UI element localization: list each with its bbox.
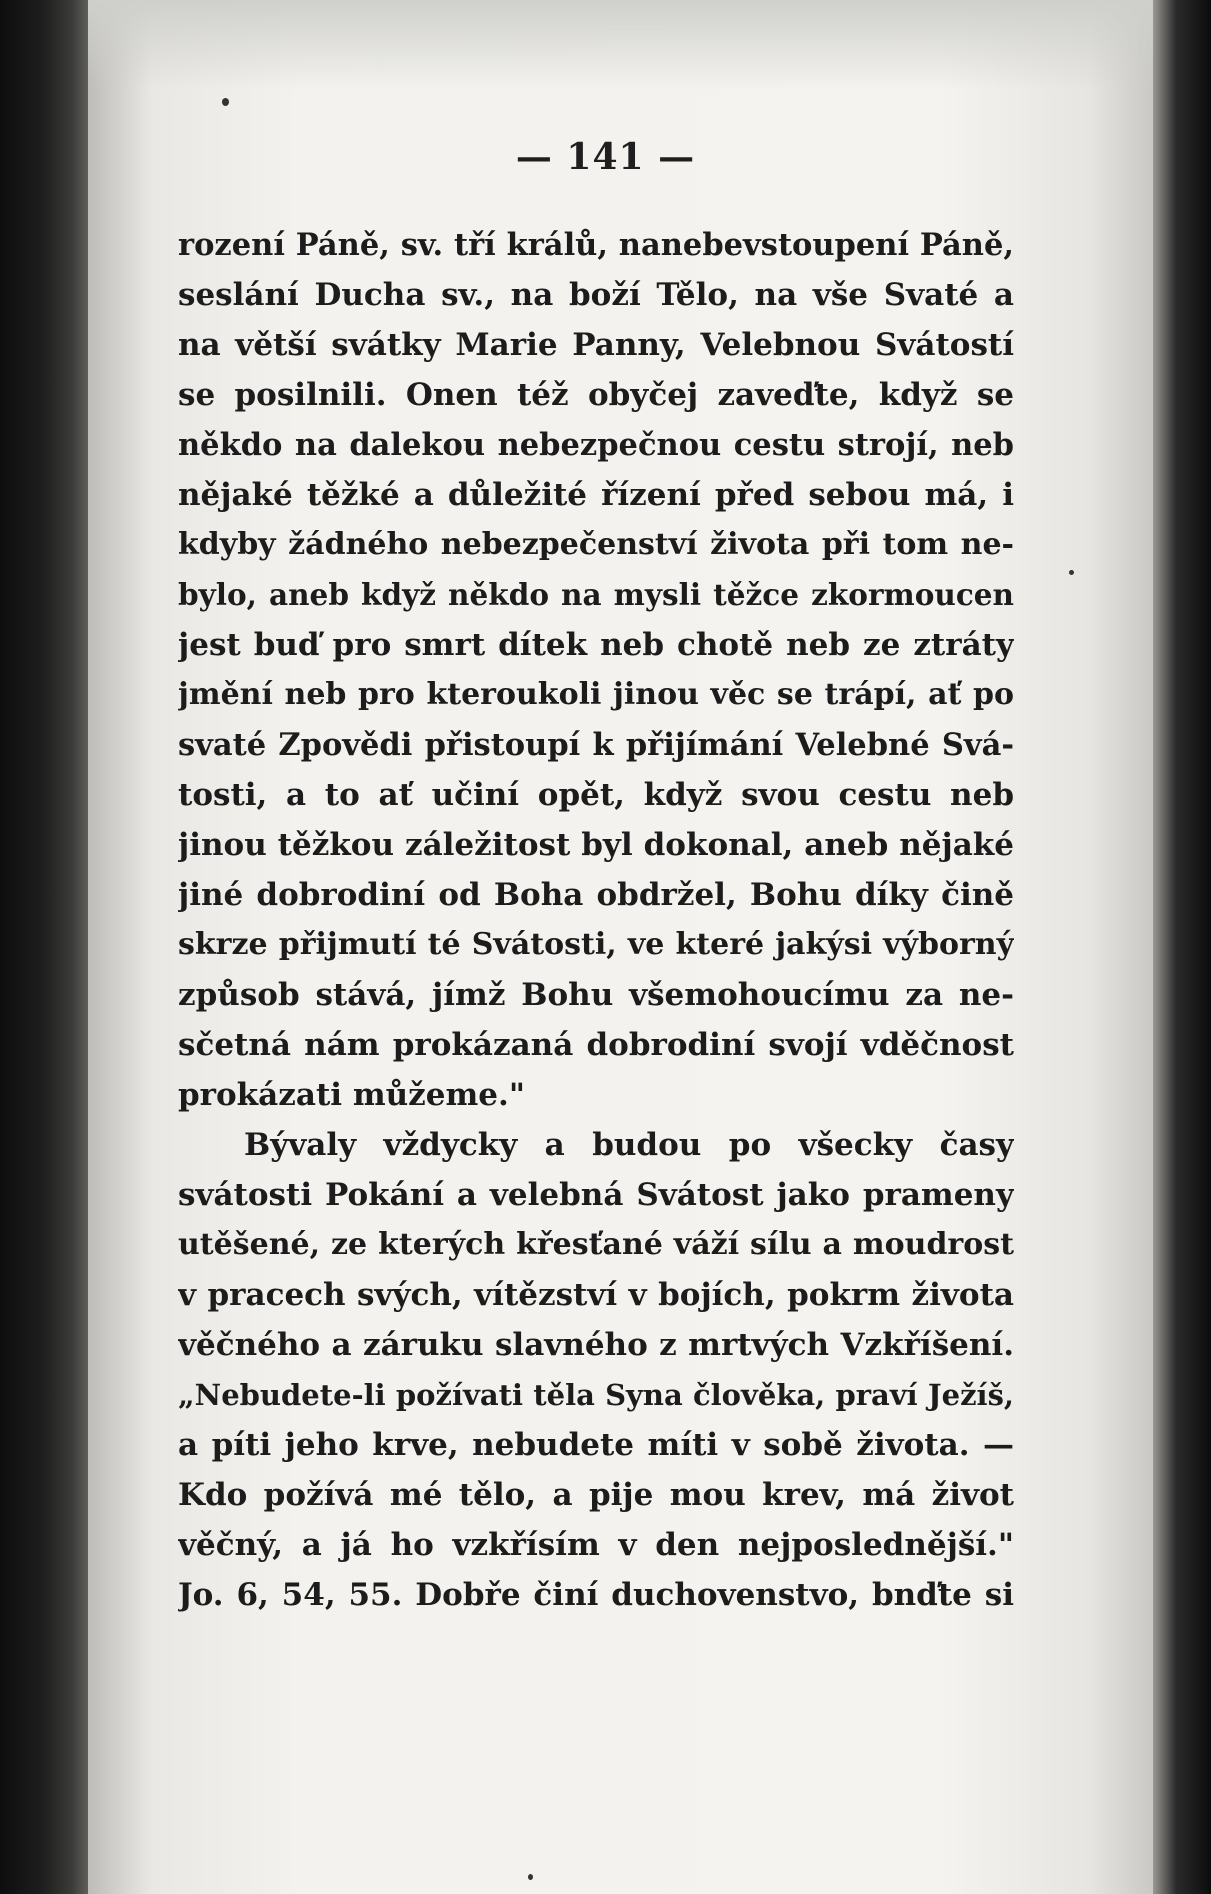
text-line: na větší svátky Marie Panny, Velebnou Svátostí — [178, 327, 1014, 363]
text-line: sčetná nám prokázaná dobrodiní svojí vděčnost — [178, 1027, 1014, 1063]
text-line: nějaké těžké a důležité řízení před sebou má, i — [178, 477, 1014, 513]
text-line: se posilnili. Onen též obyčej zaveďte, když se — [178, 377, 1014, 413]
text-line: věčného a záruku slavného z mrtvých Vzkříšení. — [178, 1327, 1014, 1363]
text-line-paragraph-start: Bývaly vždycky a budou po všecky časy — [244, 1127, 1014, 1163]
text-line: a píti jeho krve, nebudete míti v sobě života. — — [178, 1427, 1014, 1463]
text-line: svátosti Pokání a velebná Svátost jako prameny — [178, 1177, 1014, 1213]
text-line: seslání Ducha sv., na boží Tělo, na vše Svaté a — [178, 277, 1014, 313]
text-line: bylo, aneb když někdo na mysli těžce zkormoucen — [178, 577, 1014, 612]
text-line: jinou těžkou záležitost byl dokonal, aneb nějaké — [178, 827, 1014, 863]
text-line: jmění neb pro kteroukoli jinou věc se trápí, ať po — [178, 677, 1014, 712]
speck-mark — [222, 98, 229, 106]
text-line: Kdo požívá mé tělo, a pije mou krev, má život — [178, 1477, 1014, 1513]
text-line: tosti, a to ať učiní opět, když svou cestu neb — [178, 777, 1014, 813]
text-line: jiné dobrodiní od Boha obdržel, Bohu díky čině — [178, 877, 1014, 913]
text-line-paragraph-end: prokázati můžeme." — [178, 1077, 525, 1113]
text-line: utěšené, ze kterých křesťané váží sílu a moudrost — [178, 1227, 1014, 1262]
text-line: věčný, a já ho vzkřísím v den nejposlednější." — [178, 1527, 1014, 1563]
text-line: jest buď pro smrt dítek neb chotě neb ze ztráty — [178, 627, 1014, 663]
text-line: v pracech svých, vítězství v bojích, pokrm života — [178, 1277, 1014, 1313]
text-line: „Nebudete-li požívati těla Syna člověka, praví Ježíš, — [178, 1378, 1014, 1412]
page-number: — 141 — — [515, 136, 696, 178]
speck-mark — [1069, 570, 1074, 575]
text-line: rození Páně, sv. tří králů, nanebevstoupení Páně, — [178, 227, 1014, 263]
page-top-shadow — [88, 0, 1153, 90]
text-line: svaté Zpovědi přistoupí k přijímání Velebné Svá- — [178, 727, 1014, 763]
text-line: skrze přijmutí té Svátosti, ve které jakýsi výborný — [178, 927, 1014, 962]
text-line: Jo. 6, 54, 55. Dobře činí duchovenstvo, bnďte si — [178, 1577, 1014, 1613]
speck-mark — [528, 1874, 533, 1880]
page-right-edge — [1153, 0, 1211, 1894]
text-line: kdyby žádného nebezpečenství života při tom ne- — [178, 527, 1014, 562]
book-gutter — [0, 0, 95, 1894]
body-text — [178, 220, 1014, 1620]
text-line: někdo na dalekou nebezpečnou cestu strojí, neb — [178, 427, 1014, 463]
text-line: způsob stává, jímž Bohu všemohoucímu za ne- — [178, 977, 1014, 1013]
